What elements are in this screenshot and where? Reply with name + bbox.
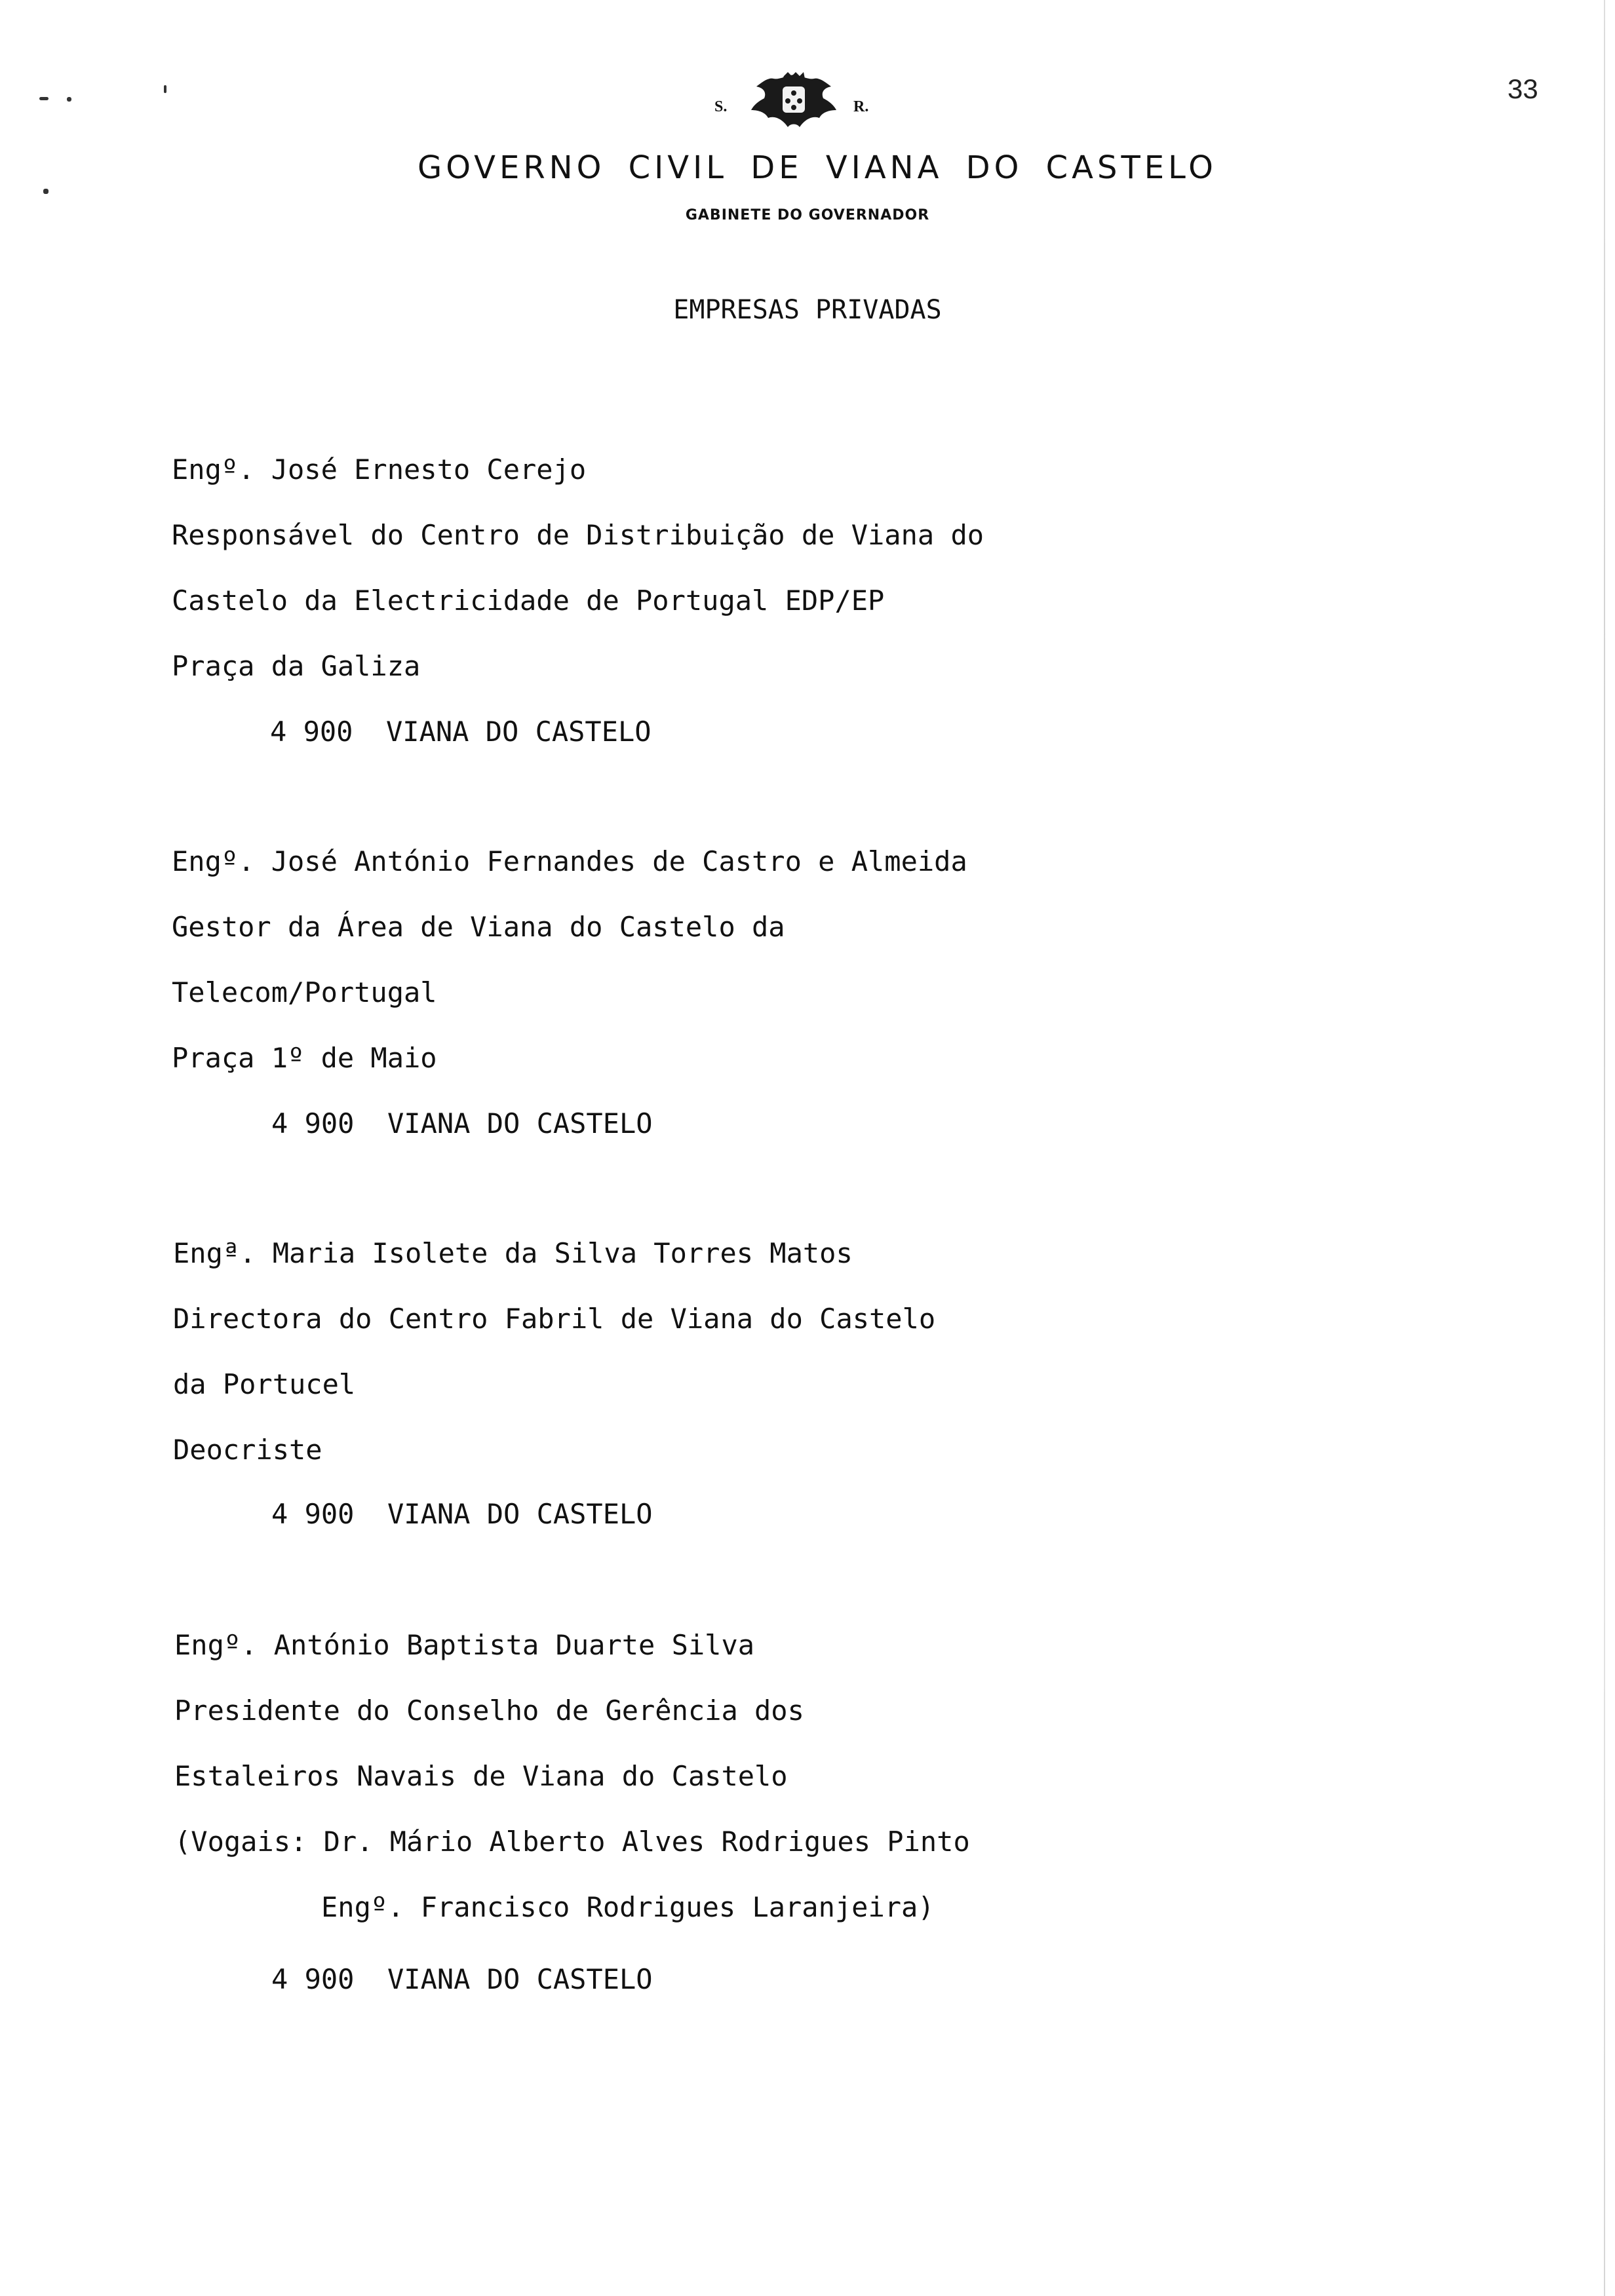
scan-mark (164, 85, 166, 93)
emblem-letter-left: S. (714, 98, 728, 115)
entry-name: Engº. José António Fernandes de Castro e Almeida (172, 845, 967, 877)
entry-line: Estaleiros Navais de Viana do Castelo (174, 1760, 788, 1792)
entry-name: Engª. Maria Isolete da Silva Torres Matos (173, 1237, 853, 1269)
scan-mark (67, 97, 71, 102)
scan-mark (39, 97, 49, 100)
entry-postal: 4 900 VIANA DO CASTELO (270, 716, 652, 748)
entry-line: Engº. Francisco Rodrigues Laranjeira) (321, 1891, 935, 1923)
entry-line: Presidente do Conselho de Gerência dos (174, 1694, 804, 1727)
coat-of-arms-icon (745, 72, 843, 131)
coat-of-arms (708, 72, 878, 138)
entry-postal: 4 900 VIANA DO CASTELO (271, 1107, 653, 1139)
page-number: 33 (1508, 73, 1538, 104)
entry-line: da Portucel (173, 1368, 356, 1400)
header-title: GOVERNO CIVIL DE VIANA DO CASTELO (418, 149, 1217, 186)
entry-line: Directora do Centro Fabril de Viana do Castelo (173, 1303, 936, 1335)
entry-line: Praça da Galiza (172, 650, 421, 682)
document-heading: EMPRESAS PRIVADAS (673, 295, 942, 325)
entry-line: Castelo da Electricidade de Portugal EDP/EP (172, 584, 885, 617)
entry-name: Engº. António Baptista Duarte Silva (174, 1629, 755, 1661)
entry-line: Telecom/Portugal (172, 976, 437, 1008)
entry-line: Gestor da Área de Viana do Castelo da (172, 911, 785, 943)
entry-line: Praça 1º de Maio (172, 1042, 437, 1074)
header-subtitle: GABINETE DO GOVERNADOR (685, 207, 930, 223)
entry-line: Deocriste (173, 1434, 322, 1466)
scan-mark (43, 189, 49, 194)
entry-line: Responsável do Centro de Distribuição de Viana do (172, 519, 984, 551)
emblem-letter-right: R. (853, 98, 869, 115)
page-edge-shadow (1604, 0, 1605, 2296)
entry-name: Engº. José Ernesto Cerejo (172, 453, 587, 486)
entry-postal: 4 900 VIANA DO CASTELO (271, 1963, 653, 1995)
entry-line: (Vogais: Dr. Mário Alberto Alves Rodrigues Pinto (174, 1826, 970, 1858)
entry-postal: 4 900 VIANA DO CASTELO (271, 1498, 653, 1530)
